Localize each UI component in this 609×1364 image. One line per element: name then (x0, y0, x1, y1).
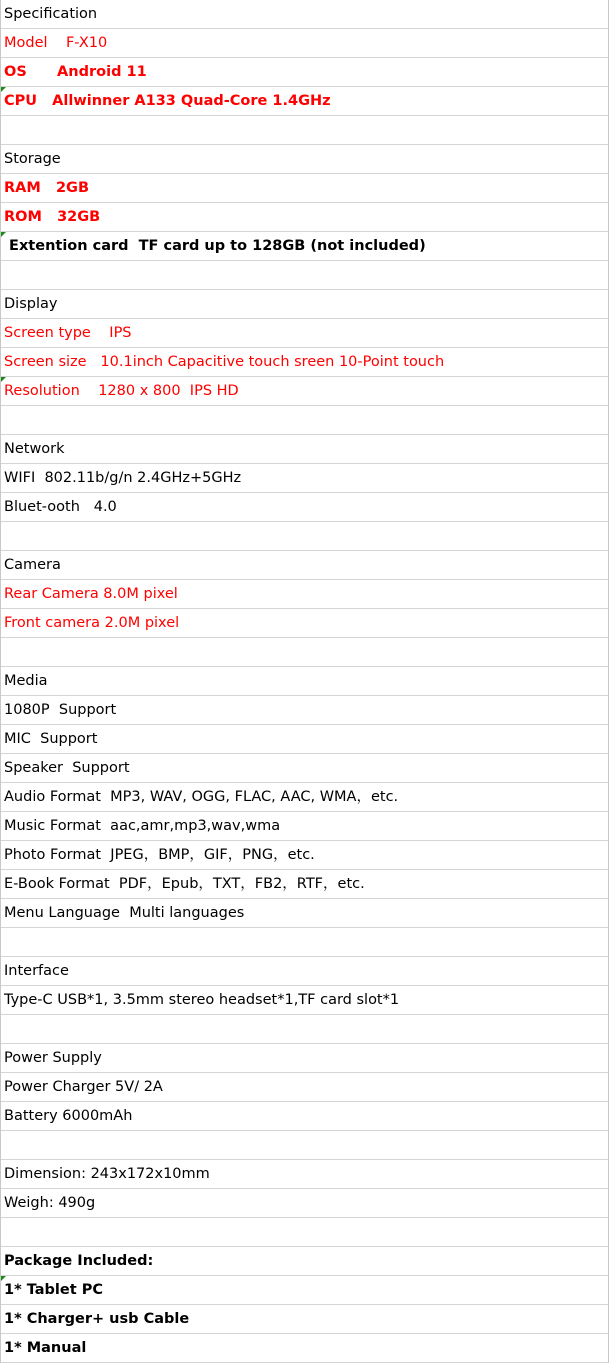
spec-cell[interactable]: Interface (1, 957, 608, 986)
spec-cell[interactable]: 1080P Support (1, 696, 608, 725)
spec-cell[interactable]: Dimension: 243x172x10mm (1, 1160, 608, 1189)
spec-cell[interactable]: Extention card TF card up to 128GB (not included) (1, 232, 608, 261)
spec-cell[interactable]: Battery 6000mAh (1, 1102, 608, 1131)
spec-cell[interactable]: Display (1, 290, 608, 319)
empty-cell[interactable] (1, 1131, 608, 1160)
comment-indicator-icon (1, 232, 6, 237)
spec-cell[interactable]: RAM 2GB (1, 174, 608, 203)
spec-cell[interactable]: Specification (1, 0, 608, 29)
empty-cell[interactable] (1, 261, 608, 290)
empty-cell[interactable] (1, 1218, 608, 1247)
empty-cell[interactable] (1, 406, 608, 435)
empty-cell[interactable] (1, 116, 608, 145)
spec-cell[interactable]: Type-C USB*1, 3.5mm stereo headset*1,TF card slot*1 (1, 986, 608, 1015)
spec-cell[interactable]: Storage (1, 145, 608, 174)
spec-cell[interactable]: Rear Camera 8.0M pixel (1, 580, 608, 609)
spec-cell[interactable]: Power Supply (1, 1044, 608, 1073)
spec-cell[interactable]: Resolution 1280 x 800 IPS HD (1, 377, 608, 406)
spec-cell[interactable]: Bluet-ooth 4.0 (1, 493, 608, 522)
spec-cell[interactable]: Power Charger 5V/ 2A (1, 1073, 608, 1102)
spec-cell[interactable]: Model F-X10 (1, 29, 608, 58)
empty-cell[interactable] (1, 638, 608, 667)
empty-cell[interactable] (1, 928, 608, 957)
spec-cell[interactable]: 1* Tablet PC (1, 1276, 608, 1305)
spec-cell[interactable]: Media (1, 667, 608, 696)
spec-cell[interactable]: E-Book Format PDF，Epub，TXT，FB2，RTF，etc. (1, 870, 608, 899)
spec-cell[interactable]: Camera (1, 551, 608, 580)
spec-cell[interactable]: OS Android 11 (1, 58, 608, 87)
empty-cell[interactable] (1, 1015, 608, 1044)
spec-cell[interactable]: Front camera 2.0M pixel (1, 609, 608, 638)
spec-cell[interactable]: Network (1, 435, 608, 464)
spec-cell[interactable]: CPU Allwinner A133 Quad-Core 1.4GHz (1, 87, 608, 116)
comment-indicator-icon (1, 87, 6, 92)
spec-cell[interactable]: ROM 32GB (1, 203, 608, 232)
spec-cell[interactable]: Screen size 10.1inch Capacitive touch sreen 10-Point touch (1, 348, 608, 377)
spec-cell[interactable]: 1* Manual (1, 1334, 608, 1363)
spec-cell[interactable]: Menu Language Multi languages (1, 899, 608, 928)
comment-indicator-icon (1, 377, 6, 382)
spec-cell[interactable]: Package Included: (1, 1247, 608, 1276)
spec-cell[interactable]: Weigh: 490g (1, 1189, 608, 1218)
spec-cell[interactable]: MIC Support (1, 725, 608, 754)
comment-indicator-icon (1, 1276, 6, 1281)
spec-cell[interactable]: WIFI 802.11b/g/n 2.4GHz+5GHz (1, 464, 608, 493)
empty-cell[interactable] (1, 522, 608, 551)
spec-cell[interactable]: Audio Format MP3, WAV, OGG, FLAC, AAC, WMA，etc. (1, 783, 608, 812)
spec-cell[interactable]: Speaker Support (1, 754, 608, 783)
spec-cell[interactable]: Screen type IPS (1, 319, 608, 348)
spec-cell[interactable]: Music Format aac,amr,mp3,wav,wma (1, 812, 608, 841)
spec-cell[interactable]: Photo Format JPEG，BMP，GIF，PNG，etc. (1, 841, 608, 870)
spec-cell[interactable]: 1* Charger+ usb Cable (1, 1305, 608, 1334)
